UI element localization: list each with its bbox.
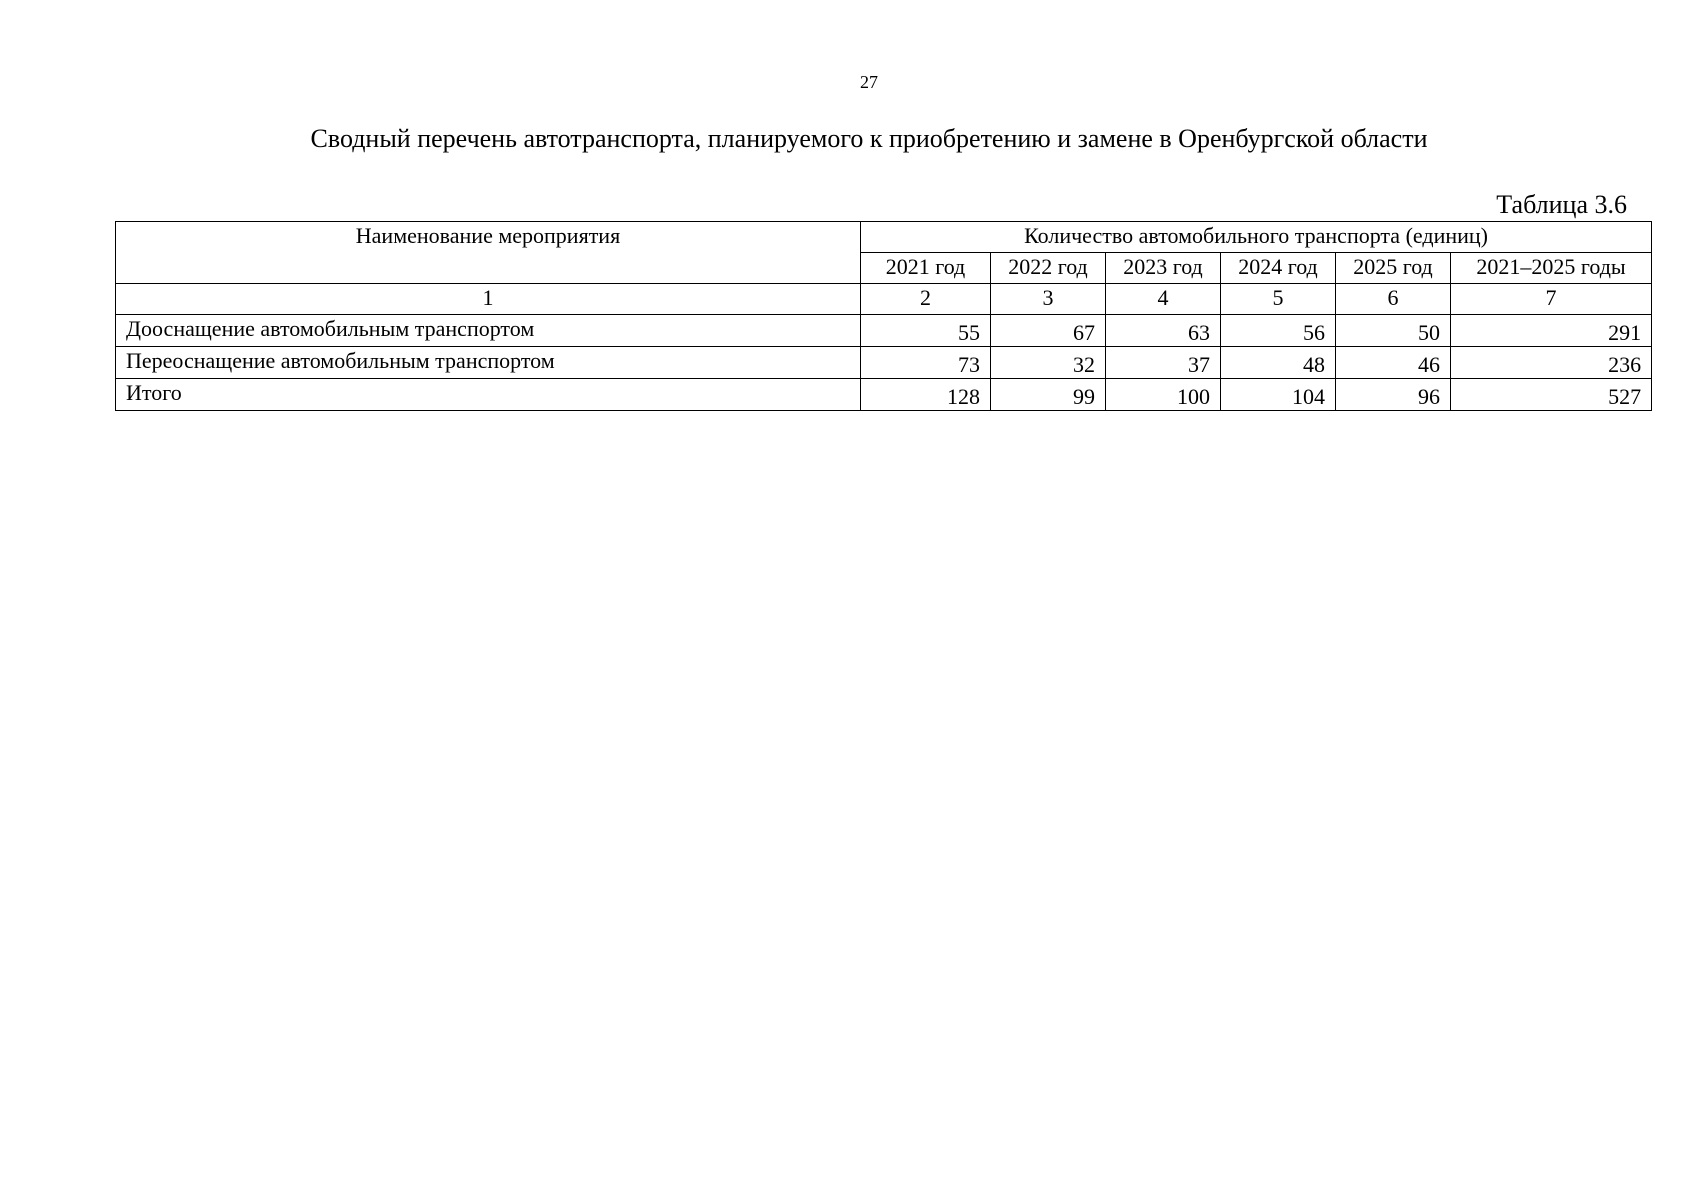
value-cell: 100 xyxy=(1106,379,1221,411)
table-total-row xyxy=(116,379,1652,411)
value-cell: 104 xyxy=(1221,379,1336,411)
header-name-cell: Наименование мероприятия xyxy=(116,222,861,284)
value-cell: 50 xyxy=(1336,315,1451,347)
year-header-2022: 2022 год xyxy=(991,253,1106,284)
value-cell: 99 xyxy=(991,379,1106,411)
year-header-2023: 2023 год xyxy=(1106,253,1221,284)
header-group-cell: Количество автомобильного транспорта (единиц) xyxy=(861,222,1652,253)
value-cell: 56 xyxy=(1221,315,1336,347)
table-header-row xyxy=(116,222,1652,253)
page-number: 27 xyxy=(860,72,878,92)
column-number: 4 xyxy=(1106,284,1221,315)
value-cell: 96 xyxy=(1336,379,1451,411)
value-cell: 236 xyxy=(1451,347,1652,379)
value-cell: 73 xyxy=(861,347,991,379)
value-cell: 291 xyxy=(1451,315,1652,347)
row-name-cell: Дооснащение автомобильным транспортом xyxy=(116,315,861,347)
table-row xyxy=(116,347,1652,379)
column-number: 5 xyxy=(1221,284,1336,315)
row-name-cell: Итого xyxy=(116,379,861,411)
value-cell: 63 xyxy=(1106,315,1221,347)
table-row xyxy=(116,315,1652,347)
column-number: 1 xyxy=(116,284,861,315)
column-number: 6 xyxy=(1336,284,1451,315)
table-caption: Таблица 3.6 xyxy=(1496,190,1627,219)
value-cell: 46 xyxy=(1336,347,1451,379)
column-number: 2 xyxy=(861,284,991,315)
column-number: 3 xyxy=(991,284,1106,315)
value-cell: 32 xyxy=(991,347,1106,379)
year-header-2021: 2021 год xyxy=(861,253,991,284)
row-name-cell: Переоснащение автомобильным транспортом xyxy=(116,347,861,379)
column-number: 7 xyxy=(1451,284,1652,315)
year-header-total: 2021–2025 годы xyxy=(1451,253,1652,284)
value-cell: 527 xyxy=(1451,379,1652,411)
value-cell: 48 xyxy=(1221,347,1336,379)
value-cell: 37 xyxy=(1106,347,1221,379)
year-header-2025: 2025 год xyxy=(1336,253,1451,284)
year-header-2024: 2024 год xyxy=(1221,253,1336,284)
document-title: Сводный перечень автотранспорта, планируемого к приобретению и замене в Оренбургской области xyxy=(310,124,1428,153)
value-cell: 128 xyxy=(861,379,991,411)
column-number-row xyxy=(116,284,1652,315)
value-cell: 67 xyxy=(991,315,1106,347)
value-cell: 55 xyxy=(861,315,991,347)
transport-table xyxy=(115,221,1652,411)
